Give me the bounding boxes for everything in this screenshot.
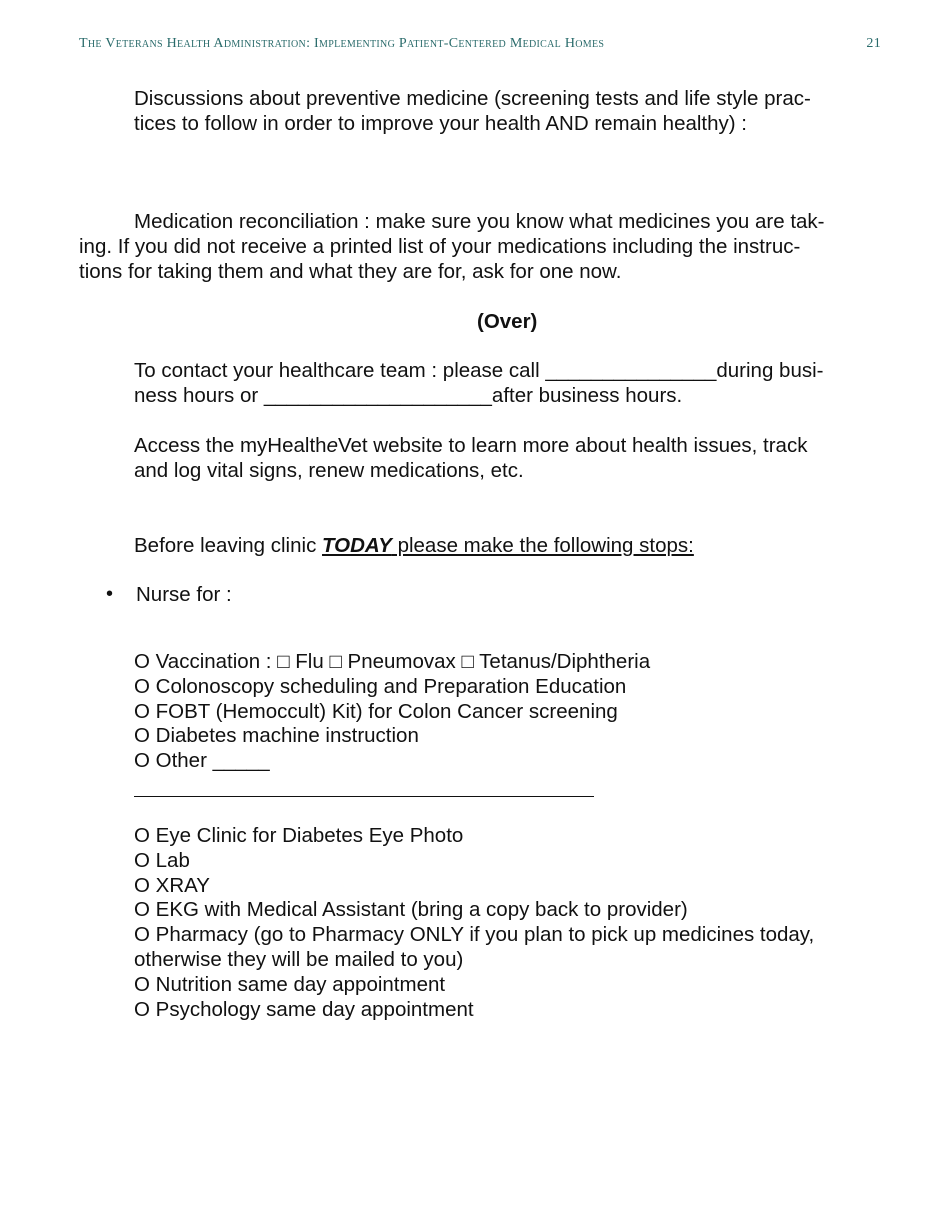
stops-heading xyxy=(134,533,694,558)
nurse-bullet: • xyxy=(106,583,114,605)
other-stops-checklist xyxy=(134,824,814,1022)
myhealthevet-text-e: e xyxy=(326,434,338,457)
contact-line-2: ness hours or ____________________after business hours. xyxy=(134,384,683,407)
checklist-item-lab[interactable]: O Lab xyxy=(134,848,190,872)
checklist-item-fobt[interactable]: O FOBT (Hemoccult) Kit) for Colon Cancer screening xyxy=(134,699,618,723)
checklist-item-ekg[interactable]: O EKG with Medical Assistant (bring a copy back to provider) xyxy=(134,898,688,922)
myhealthevet-text-post: Vet website to learn more about health issues, track xyxy=(337,434,808,457)
checklist-item-psychology[interactable]: O Psychology same day appointment xyxy=(134,997,474,1021)
nurse-label: Nurse for : xyxy=(136,583,232,606)
preventive-line-2: tices to follow in order to improve your health AND remain healthy) : xyxy=(134,112,747,135)
medication-line-3: tions for taking them and what they are for, ask for one now. xyxy=(79,260,622,283)
running-header xyxy=(79,36,881,54)
checklist-item-diabetes-machine[interactable]: O Diabetes machine instruction xyxy=(134,724,419,748)
checklist-item-vaccination[interactable]: O Vaccination : □ Flu □ Pneumovax □ Tetanus/Diphtheria xyxy=(134,650,651,673)
checklist-item-other[interactable]: O Other _____ xyxy=(134,749,270,773)
myhealthevet-line-2: and log vital signs, renew medications, etc. xyxy=(134,459,524,482)
medication-line-2: ing. If you did not receive a printed list of your medications including the instruc- xyxy=(79,235,801,258)
over-label: (Over) xyxy=(477,310,538,333)
checklist-item-nutrition[interactable]: O Nutrition same day appointment xyxy=(134,972,446,996)
checklist-item-pharmacy-cont: otherwise they will be mailed to you) xyxy=(134,947,464,971)
myhealthevet-line-1 xyxy=(134,433,807,458)
contact-line-1: To contact your healthcare team : please call _______________during busi- xyxy=(134,359,824,382)
checklist-item-eye-clinic[interactable]: O Eye Clinic for Diabetes Eye Photo xyxy=(134,824,464,847)
separator-line xyxy=(134,796,594,797)
checklist-item-pharmacy[interactable]: O Pharmacy (go to Pharmacy ONLY if you plan to pick up medicines today, xyxy=(134,923,815,947)
stops-suffix: please make the following stops: xyxy=(391,534,694,557)
medication-line-1: Medication reconciliation : make sure you know what medicines you are tak- xyxy=(134,210,825,233)
header-title: The Veterans Health Administration: Implementing Patient-Centered Medical Homes xyxy=(79,36,605,51)
page-number: 21 xyxy=(866,36,881,51)
checklist-item-colonoscopy[interactable]: O Colonoscopy scheduling and Preparation Education xyxy=(134,674,627,698)
stops-prefix: Before leaving clinic xyxy=(134,534,323,557)
checklist-item-xray[interactable]: O XRAY xyxy=(134,873,210,897)
myhealthevet-text-pre: Access the myHealth xyxy=(134,434,327,457)
stops-today: TODAY xyxy=(322,534,392,557)
preventive-line-1: Discussions about preventive medicine (screening tests and life style prac- xyxy=(134,87,811,110)
nurse-checklist xyxy=(134,650,650,774)
